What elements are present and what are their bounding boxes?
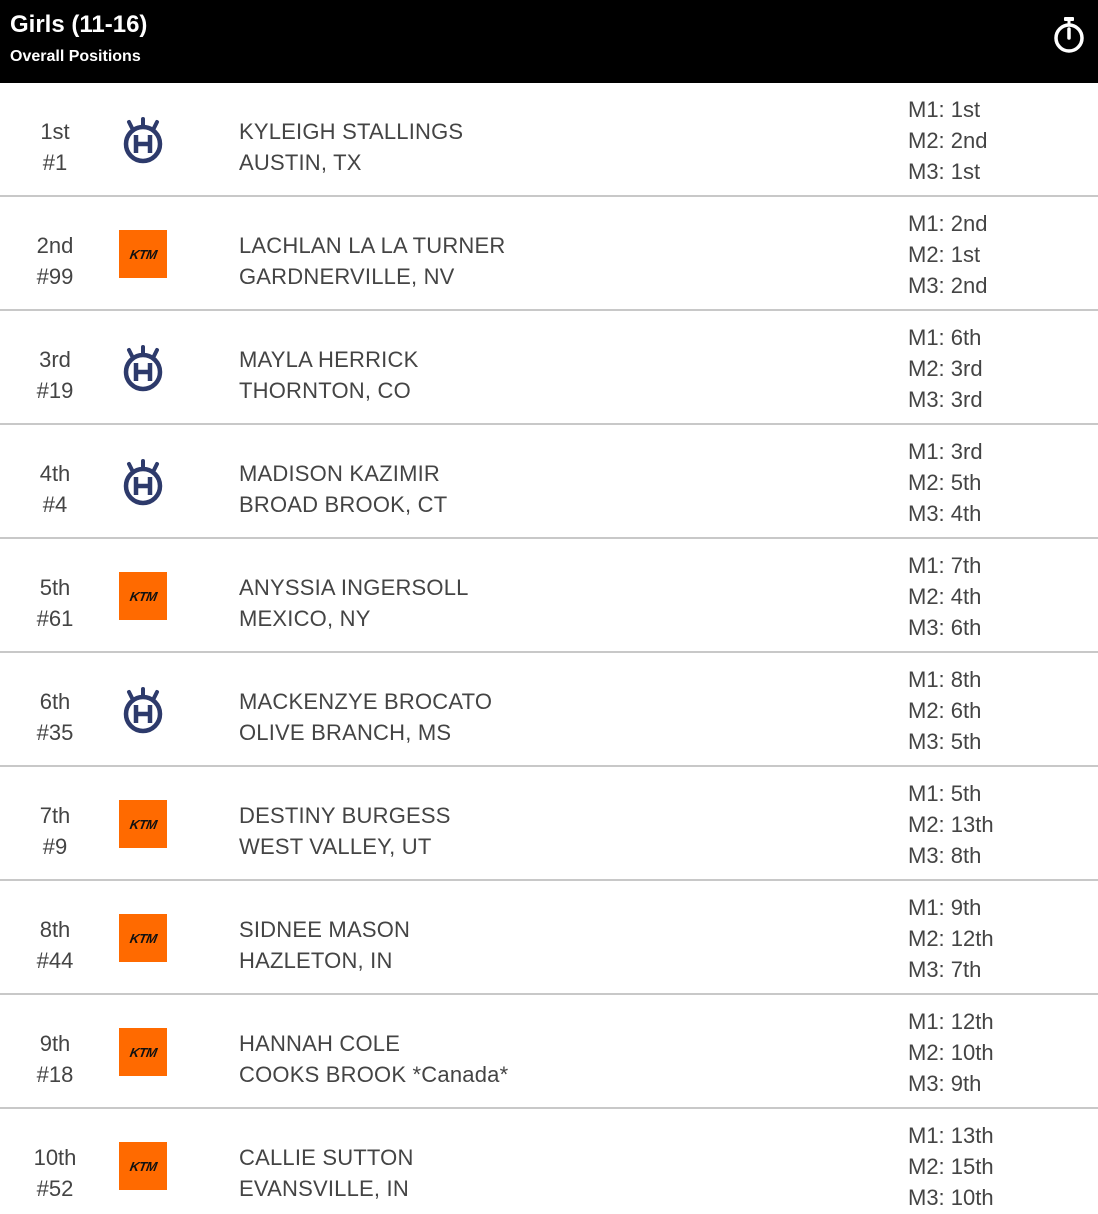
moto-2-result: M2: 2nd (908, 128, 988, 153)
moto-results (908, 778, 994, 871)
rider-info (239, 344, 418, 406)
rider-info (239, 800, 451, 862)
moto-2-result: M2: 3rd (908, 356, 983, 381)
result-row[interactable] (0, 83, 1098, 197)
rider-number: #44 (36, 948, 74, 973)
rider-name: LACHLAN LA LA TURNER (239, 233, 506, 258)
finish-position: 10th (33, 1145, 77, 1170)
moto-3-result: M3: 2nd (908, 273, 988, 298)
rider-info (239, 458, 447, 520)
result-row[interactable] (0, 767, 1098, 881)
husqvarna-logo-icon (119, 116, 167, 164)
results-subtitle: Overall Positions (10, 48, 141, 65)
rider-number: #35 (36, 720, 74, 745)
position-cell (0, 686, 110, 748)
position-cell (0, 800, 110, 862)
position-cell (0, 344, 110, 406)
moto-results (908, 1006, 994, 1099)
husqvarna-logo-icon (119, 458, 167, 506)
result-row[interactable] (0, 425, 1098, 539)
rider-info (239, 686, 492, 748)
ktm-logo-text: KTM (128, 588, 158, 604)
moto-1-result: M1: 6th (908, 325, 982, 350)
position-cell (0, 1142, 110, 1204)
rider-hometown: WEST VALLEY, UT (239, 834, 432, 859)
ktm-logo-text: KTM (128, 1044, 158, 1060)
position-cell (0, 914, 110, 976)
rider-name: HANNAH COLE (239, 1031, 401, 1056)
result-row[interactable] (0, 995, 1098, 1109)
moto-1-result: M1: 9th (908, 895, 982, 920)
rider-name: MACKENZYE BROCATO (239, 689, 493, 714)
rider-number: #61 (36, 606, 74, 631)
moto-3-result: M3: 10th (908, 1185, 994, 1210)
moto-3-result: M3: 7th (908, 957, 982, 982)
moto-results (908, 892, 994, 985)
rider-number: #19 (36, 378, 74, 403)
ktm-logo-icon (119, 572, 167, 620)
results-list (0, 83, 1098, 1214)
ktm-logo-text: KTM (128, 816, 158, 832)
rider-hometown: MEXICO, NY (239, 606, 371, 631)
moto-1-result: M1: 8th (908, 667, 982, 692)
moto-2-result: M2: 10th (908, 1040, 994, 1065)
moto-1-result: M1: 12th (908, 1009, 994, 1034)
moto-1-result: M1: 3rd (908, 439, 983, 464)
rider-hometown: GARDNERVILLE, NV (239, 264, 455, 289)
rider-hometown: EVANSVILLE, IN (239, 1176, 409, 1201)
finish-position: 6th (39, 689, 71, 714)
moto-3-result: M3: 3rd (908, 387, 983, 412)
finish-position: 9th (39, 1031, 71, 1056)
rider-name: MADISON KAZIMIR (239, 461, 441, 486)
rider-info (239, 572, 469, 634)
position-cell (0, 230, 110, 292)
rider-hometown: AUSTIN, TX (239, 150, 362, 175)
position-cell (0, 1028, 110, 1090)
moto-1-result: M1: 5th (908, 781, 982, 806)
finish-position: 8th (39, 917, 71, 942)
ktm-logo-icon (119, 1028, 167, 1076)
moto-3-result: M3: 1st (908, 159, 981, 184)
rider-name: MAYLA HERRICK (239, 347, 419, 372)
ktm-logo-icon (119, 230, 167, 278)
ktm-logo-text: KTM (128, 246, 158, 262)
ktm-logo-text: KTM (128, 930, 158, 946)
rider-number: #52 (36, 1176, 74, 1201)
ktm-logo-icon (119, 914, 167, 962)
rider-info (239, 1142, 414, 1204)
moto-3-result: M3: 9th (908, 1071, 982, 1096)
rider-info (239, 914, 410, 976)
result-row[interactable] (0, 311, 1098, 425)
rider-hometown: COOKS BROOK *Canada* (239, 1062, 509, 1087)
rider-hometown: HAZLETON, IN (239, 948, 393, 973)
rider-number: #99 (36, 264, 74, 289)
moto-2-result: M2: 5th (908, 470, 982, 495)
class-title: Girls (11-16) (10, 11, 148, 38)
result-row[interactable] (0, 1109, 1098, 1214)
rider-info (239, 230, 505, 292)
moto-2-result: M2: 4th (908, 584, 982, 609)
finish-position: 1st (40, 119, 70, 144)
position-cell (0, 572, 110, 634)
moto-2-result: M2: 1st (908, 242, 981, 267)
moto-3-result: M3: 4th (908, 501, 982, 526)
moto-2-result: M2: 12th (908, 926, 994, 951)
rider-number: #4 (42, 492, 68, 517)
finish-position: 4th (39, 461, 71, 486)
stopwatch-icon[interactable] (1053, 16, 1085, 54)
position-cell (0, 116, 110, 178)
moto-3-result: M3: 5th (908, 729, 982, 754)
moto-1-result: M1: 7th (908, 553, 982, 578)
rider-info (239, 1028, 508, 1090)
moto-results (908, 322, 983, 415)
moto-results (908, 208, 988, 301)
rider-hometown: OLIVE BRANCH, MS (239, 720, 452, 745)
result-row[interactable] (0, 881, 1098, 995)
moto-1-result: M1: 13th (908, 1123, 994, 1148)
page-header (0, 0, 1098, 83)
rider-name: ANYSSIA INGERSOLL (239, 575, 469, 600)
finish-position: 7th (39, 803, 71, 828)
ktm-logo-icon (119, 800, 167, 848)
rider-number: #1 (42, 150, 68, 175)
rider-name: SIDNEE MASON (239, 917, 411, 942)
moto-3-result: M3: 8th (908, 843, 982, 868)
ktm-logo-icon (119, 1142, 167, 1190)
moto-3-result: M3: 6th (908, 615, 982, 640)
finish-position: 5th (39, 575, 71, 600)
result-row[interactable] (0, 197, 1098, 311)
rider-hometown: BROAD BROOK, CT (239, 492, 448, 517)
moto-1-result: M1: 2nd (908, 211, 988, 236)
moto-2-result: M2: 6th (908, 698, 982, 723)
rider-name: CALLIE SUTTON (239, 1145, 414, 1170)
rider-number: #18 (36, 1062, 74, 1087)
rider-info (239, 116, 463, 178)
result-row[interactable] (0, 539, 1098, 653)
moto-results (908, 550, 981, 643)
moto-1-result: M1: 1st (908, 97, 981, 122)
finish-position: 2nd (36, 233, 74, 258)
husqvarna-logo-icon (119, 344, 167, 392)
moto-results (908, 94, 988, 187)
moto-2-result: M2: 13th (908, 812, 994, 837)
rider-number: #9 (42, 834, 68, 859)
result-row[interactable] (0, 653, 1098, 767)
ktm-logo-text: KTM (128, 1158, 158, 1174)
rider-name: KYLEIGH STALLINGS (239, 119, 464, 144)
rider-hometown: THORNTON, CO (239, 378, 411, 403)
moto-results (908, 664, 981, 757)
husqvarna-logo-icon (119, 686, 167, 734)
position-cell (0, 458, 110, 520)
moto-results (908, 1120, 994, 1213)
finish-position: 3rd (39, 347, 71, 372)
moto-2-result: M2: 15th (908, 1154, 994, 1179)
rider-name: DESTINY BURGESS (239, 803, 451, 828)
moto-results (908, 436, 983, 529)
